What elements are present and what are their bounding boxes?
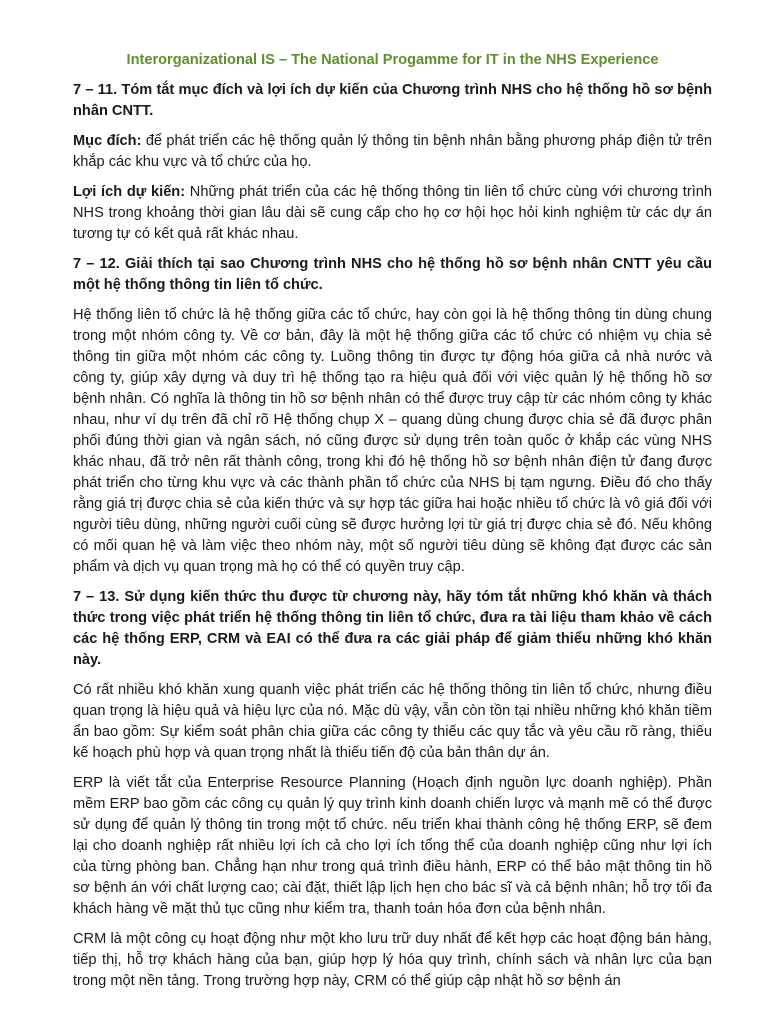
purpose-text: để phát triển các hệ thống quản lý thông tin bệnh nhân bằng phương pháp điện tử trên khắp các khu vực và tổ chức của họ. xyxy=(73,133,712,170)
purpose-paragraph xyxy=(73,131,712,173)
answer-7-12: Hệ thống liên tổ chức là hệ thống giữa các tổ chức, hay còn gọi là hệ thống thông tin dùng chung trong một nhóm công ty. Về cơ bản, đây là một hệ thống giữa các tổ chức có nhiệm vụ chia sẻ thông tin giữa một nhóm các công ty. Luồng thông tin được tự động hóa giữa cả nhà nước và công ty, giúp xây dựng và duy trì hệ thống tạo ra hiệu quả đối với việc quản lý hệ thống hồ sơ bệnh nhân. Có nghĩa là thông tin hồ sơ bệnh nhân có thể được truy cập từ các nhóm công ty khác nhau, như ví dụ trên đã chỉ rõ Hệ thống chụp X – quang dùng chung được chia sẻ đã được phân phối đúng thời gian và ngân sách, nó cũng được sử dụng trên toàn quốc ở khắp các vùng NHS khác nhau, đã trở nên rất thành công, trong khi đó hệ thống hồ sơ bệnh nhân điện tử đang được phát triển cho từng khu vực và các thành phần tổ chức của NHS bị tạm ngưng. Điều đó cho thấy rằng giá trị được chia sẻ của kiến thức và sự hợp tác giữa hai hoặc nhiều tổ chức là vô giá đối với người tiêu dùng, những người cuối cùng sẽ được hưởng lợi từ giá trị được chia sẻ đó. Nếu không có mối quan hệ và làm việc theo nhóm này, một số người tiêu dùng sẽ không đạt được các sản phẩm và dịch vụ quan trọng mà họ có thể có quyền truy cập. xyxy=(73,307,712,575)
benefit-paragraph xyxy=(73,182,712,245)
benefit-label: Lợi ích dự kiến: xyxy=(73,184,186,200)
answer-7-13-paragraph-erp: ERP là viết tắt của Enterprise Resource Planning (Hoạch định nguồn lực doanh nghiệp). Phần mềm ERP bao gồm các công cụ quản lý quy trình kinh doanh chiến lược và mạnh mẽ có thể được sử dụng để quản lý thông tin trong một tổ chức. nếu triển khai thành công hệ thống ERP, sẽ đem lại cho doanh nghiệp rất nhiều lợi ích cả cho lợi ích tổng thể của doanh nghiệp cũng như lợi ích của từng phòng ban. Chẳng hạn như trong quá trình điều hành, ERP có thể bảo mật thông tin hồ sơ bệnh án với chất lượng cao; cài đặt, thiết lập lịch hẹn cho bác sĩ và cả bệnh nhân; hỗ trợ tối đa khách hàng về mặt thủ tục cũng như kiểm tra, thanh toán hóa đơn của bệnh nhân. xyxy=(73,775,712,917)
question-7-12: 7 – 12. Giải thích tại sao Chương trình NHS cho hệ thống hồ sơ bệnh nhân CNTT yêu cầu một hệ thống thông tin liên tổ chức. xyxy=(73,256,712,293)
document-title: Interorganizational IS – The National Progamme for IT in the NHS Experience xyxy=(126,52,659,68)
benefit-text: Những phát triển của các hệ thống thông tin liên tổ chức cùng với chương trình NHS trong khoảng thời gian lâu dài sẽ cung cấp cho họ cơ hội học hỏi kinh nghiệm từ các dự án tương tự có kết quả rất khác nhau. xyxy=(73,184,713,242)
answer-7-13-paragraph-1: Có rất nhiều khó khăn xung quanh việc phát triển các hệ thống thông tin liên tổ chức, nhưng điều quan trọng là hiệu quả và hiệu lực của nó. Mặc dù vậy, vẫn còn tồn tại nhiều những khó khăn tiềm ẩn bao gồm: Sự kiểm soát phân chia giữa các công ty thiếu các quy tắc và yêu cầu rõ ràng, thiếu kế hoạch phù hợp và quan trọng nhất là thiếu tiến độ của bản thân dự án. xyxy=(73,682,712,761)
question-7-13: 7 – 13. Sử dụng kiến thức thu được từ chương này, hãy tóm tắt những khó khăn và thách thức trong việc phát triển hệ thống thông tin liên tổ chức, đưa ra tài liệu tham khảo về cách các hệ thống ERP, CRM và EAI có thể đưa ra các giải pháp để giảm thiểu những khó khăn này. xyxy=(73,589,712,668)
purpose-label: Mục đích: xyxy=(73,133,142,149)
answer-7-13-paragraph-crm: CRM là một công cụ hoạt động như một kho lưu trữ duy nhất để kết hợp các hoạt động bán hàng, tiếp thị, hỗ trợ khách hàng của bạn, giúp hợp lý hóa quy trình, chính sách và nhân lực của bạn trong một nền tảng. Trong trường hợp này, CRM có thể giúp cập nhật hồ sơ bệnh án xyxy=(73,931,712,989)
question-7-11: 7 – 11. Tóm tắt mục đích và lợi ích dự kiến của Chương trình NHS cho hệ thống hồ sơ bệnh nhân CNTT. xyxy=(73,82,712,119)
